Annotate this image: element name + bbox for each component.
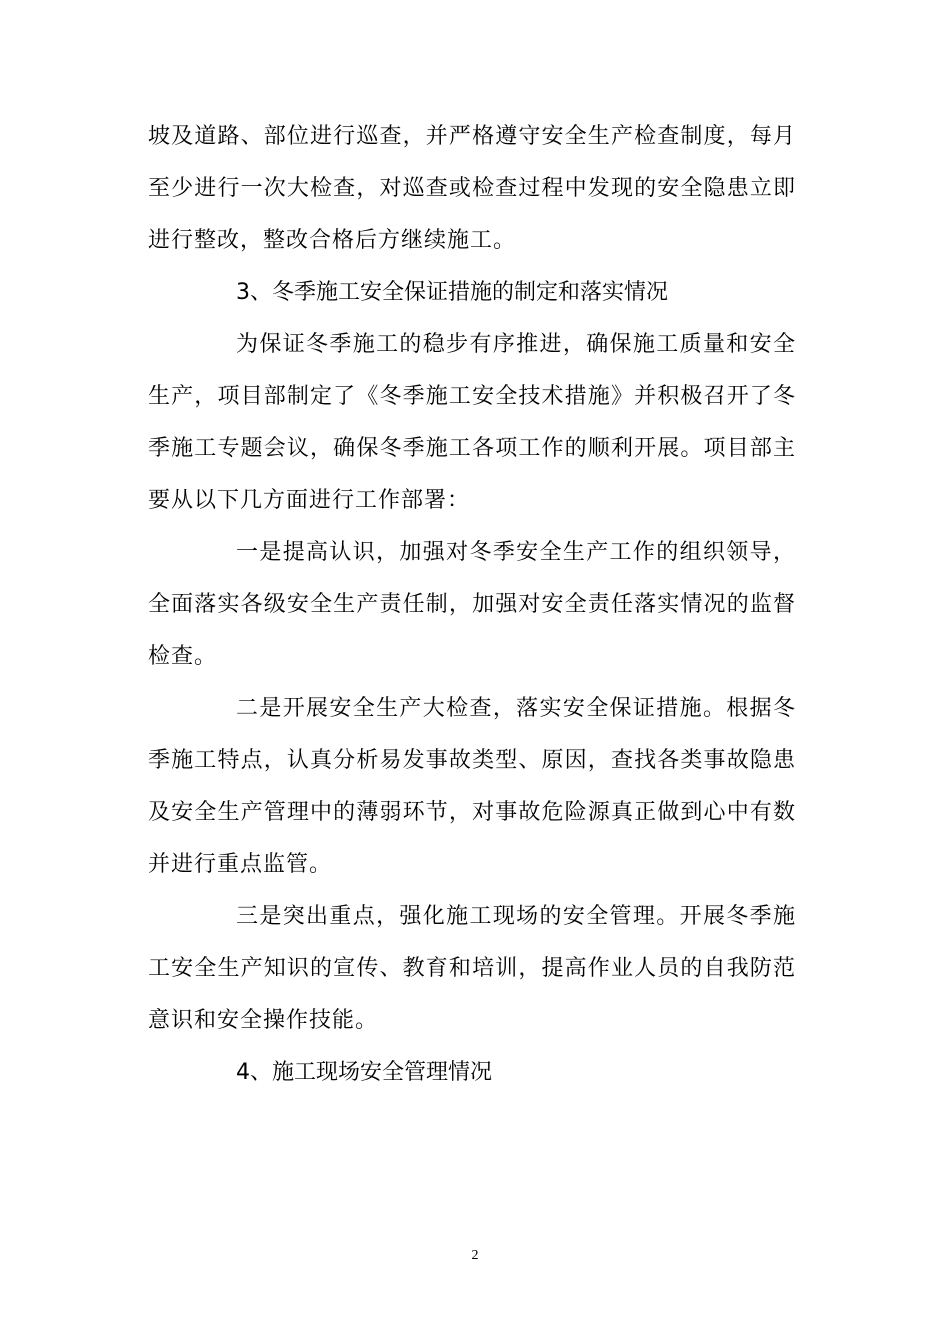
paragraph-point-three: 三是突出重点，强化施工现场的安全管理。开展冬季施工安全生产知识的宣传、教育和培训，提高作业人员的自我防范意识和安全操作技能。	[148, 904, 796, 1033]
section-heading-4: 4、施工现场安全管理情况	[236, 1060, 492, 1085]
paragraph-continuation: 坡及道路、部位进行巡查，并严格遵守安全生产检查制度，每月至少进行一次大检查，对巡查或检查过程中发现的安全隐患立即进行整改，整改合格后方继续施工。	[148, 124, 796, 253]
page-number: 2	[471, 1248, 479, 1263]
paragraph-point-two: 二是开展安全生产大检查，落实安全保证措施。根据冬季施工特点，认真分析易发事故类型、原因，查找各类事故隐患及安全生产管理中的薄弱环节，对事故危险源真正做到心中有数并进行重点监管。	[148, 696, 796, 877]
paragraph-point-one: 一是提高认识，加强对冬季安全生产工作的组织领导，全面落实各级安全生产责任制，加强对安全责任落实情况的监督检查。	[148, 540, 796, 669]
paragraph-winter-measures: 为保证冬季施工的稳步有序推进，确保施工质量和安全生产，项目部制定了《冬季施工安全技术措施》并积极召开了冬季施工专题会议，确保冬季施工各项工作的顺利开展。项目部主要从以下几方面进行工作部署：	[148, 332, 796, 513]
section-heading-3: 3、冬季施工安全保证措施的制定和落实情况	[236, 280, 668, 305]
